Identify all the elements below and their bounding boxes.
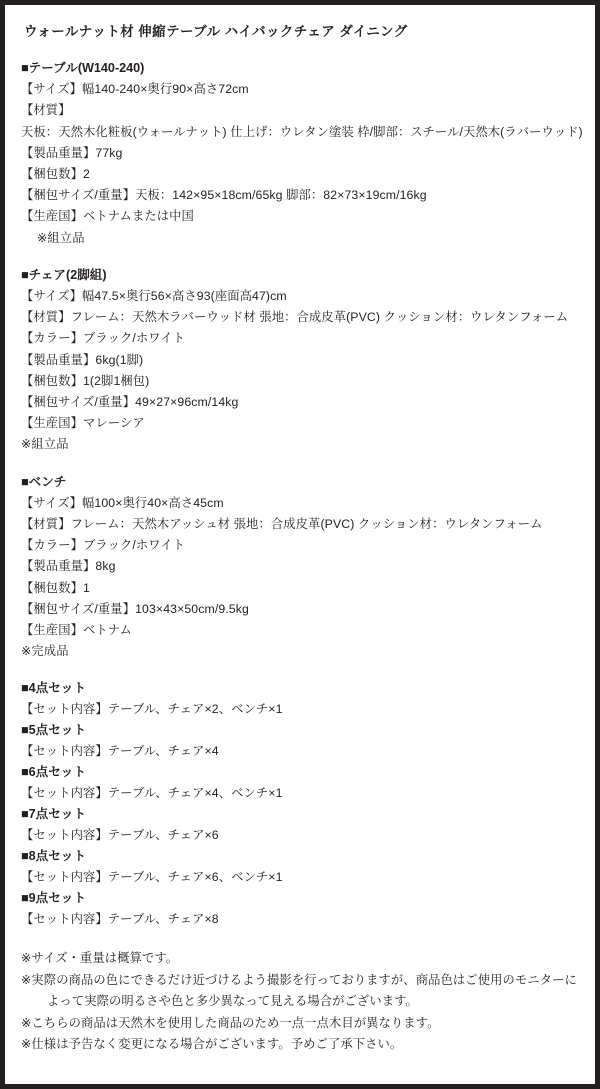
spec-line: 【サイズ】幅47.5×奥行56×高さ93(座面高47)cm — [21, 288, 287, 303]
footer-note: ※実際の商品の色にできるだけ近づけるよう撮影を行っておりますが、商品色はご使用のモニターに — [21, 972, 577, 987]
spec-line: 【梱包数】1(2脚1梱包) — [21, 373, 150, 388]
page-title: ウォールナット材 伸縮テーブル ハイバックチェア ダイニング — [24, 24, 408, 39]
set-heading: ■6点セット — [21, 765, 86, 780]
set-heading: ■5点セット — [21, 723, 86, 738]
spec-line: 【材質】 — [21, 103, 71, 118]
spec-line: 【生産国】ベトナムまたは中国 — [21, 209, 194, 224]
spec-line: 天板：天然木化粧板(ウォールナット) 仕上げ：ウレタン塗装 枠/脚部：スチール/天然木(ラバーウッド) — [21, 124, 583, 139]
spec-line: 【製品重量】8kg — [21, 559, 116, 574]
spec-line: 【材質】フレーム：天然木ラバーウッド材 張地：合成皮革(PVC) クッション材：ウレタンフォーム — [21, 310, 569, 325]
footer-note: ※こちらの商品は天然木を使用した商品のため一点一点木目が異なります。 — [21, 1015, 440, 1030]
section-heading: ■ベンチ — [21, 474, 67, 489]
set-heading: ■8点セット — [21, 849, 86, 864]
spec-line: 【サイズ】幅140-240×奥行90×高さ72cm — [21, 82, 249, 97]
set-contents: 【セット内容】テーブル、チェア×8 — [21, 912, 219, 927]
spec-line: 【梱包サイズ/重量】天板：142×95×18cm/65kg 脚部：82×73×19cm/16kg — [21, 188, 427, 203]
footer-note: ※仕様は予告なく変更になる場合がございます。予めご了承下さい。 — [21, 1037, 403, 1052]
spec-line: 【梱包サイズ/重量】103×43×50cm/9.5kg — [21, 601, 249, 616]
section-table — [21, 58, 583, 249]
set-contents: 【セット内容】テーブル、チェア×6、ベンチ×1 — [21, 870, 283, 885]
set-contents: 【セット内容】テーブル、チェア×6 — [21, 828, 219, 843]
set-contents: 【セット内容】テーブル、チェア×4、ベンチ×1 — [21, 786, 283, 801]
section-heading: ■チェア(2脚組) — [21, 267, 107, 282]
spec-line: 【生産国】マレーシア — [21, 416, 145, 431]
footer-notes — [21, 948, 579, 1056]
spec-line: 【梱包サイズ/重量】49×27×96cm/14kg — [21, 394, 239, 409]
spec-line: 【材質】フレーム：天然木アッシュ材 張地：合成皮革(PVC) クッション材：ウレタンフォーム — [21, 516, 543, 531]
spec-line: 【製品重量】6kg(1脚) — [21, 352, 144, 367]
spec-line: 【梱包数】2 — [21, 166, 90, 181]
section-note: ※組立品 — [21, 437, 69, 452]
section-chair — [21, 265, 579, 456]
set-heading: ■4点セット — [21, 681, 86, 696]
footer-note: ※サイズ・重量は概算です。 — [21, 951, 179, 966]
spec-line: 【サイズ】幅100×奥行40×高さ45cm — [21, 495, 224, 510]
spec-line: 【梱包数】1 — [21, 580, 90, 595]
footer-note-continuation: よって実際の明るさや色と多少異なって見える場合がございます。 — [47, 994, 418, 1009]
set-contents: 【セット内容】テーブル、チェア×2、ベンチ×1 — [21, 702, 283, 717]
spec-line: 【製品重量】77kg — [21, 145, 123, 160]
set-variations — [21, 678, 579, 930]
spec-line: 【生産国】ベトナム — [21, 622, 132, 637]
section-bench — [21, 472, 579, 663]
set-heading: ■7点セット — [21, 807, 86, 822]
set-heading: ■9点セット — [21, 891, 86, 906]
section-note: ※完成品 — [21, 644, 69, 659]
section-note: ※組立品 — [37, 230, 85, 245]
section-heading: ■テーブル(W140-240) — [21, 60, 145, 75]
set-contents: 【セット内容】テーブル、チェア×4 — [21, 744, 219, 759]
spec-line: 【カラー】ブラック/ホワイト — [21, 331, 186, 346]
spec-line: 【カラー】ブラック/ホワイト — [21, 538, 186, 553]
